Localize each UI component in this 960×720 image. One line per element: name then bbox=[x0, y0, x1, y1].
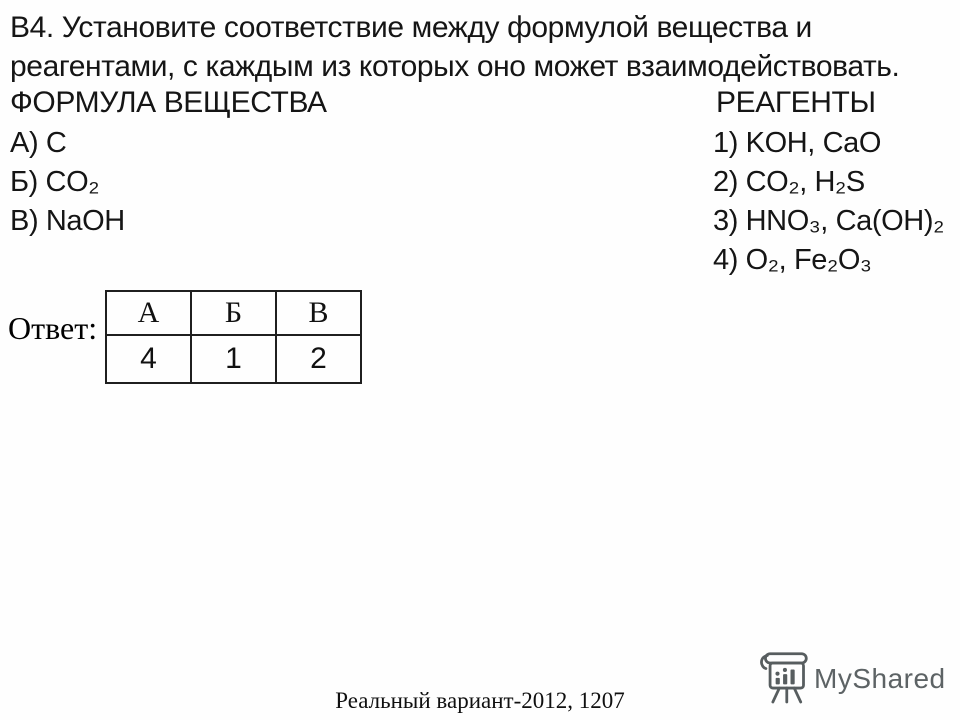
reagent-item-3: 3) HNO₃, Ca(OH)₂ bbox=[713, 205, 944, 237]
myshared-watermark bbox=[758, 648, 946, 709]
reagents-list bbox=[713, 124, 944, 280]
question-text bbox=[10, 8, 955, 86]
answer-label: Ответ: bbox=[8, 310, 98, 346]
column-header-reagents: РЕАГЕНТЫ bbox=[716, 86, 876, 119]
substance-item-a: А) C bbox=[10, 127, 67, 159]
answer-table bbox=[105, 290, 362, 384]
answer-value-cell-v: 2 bbox=[276, 335, 361, 383]
answer-header-cell-a: А bbox=[106, 291, 191, 335]
answer-table-header-row bbox=[106, 291, 361, 335]
question-line-1: В4. Установите соответствие между формулой вещества и bbox=[10, 11, 812, 44]
reagent-item-1: 1) KOH, CaO bbox=[713, 127, 882, 159]
answer-table-value-row bbox=[106, 335, 361, 383]
reagent-item-2: 2) CO₂, H₂S bbox=[713, 166, 865, 198]
answer-header-cell-b: Б bbox=[191, 291, 276, 335]
reagent-item-4: 4) O₂, Fe₂O₃ bbox=[713, 244, 872, 276]
footer-caption: Реальный вариант-2012, 1207 bbox=[335, 688, 625, 713]
substance-item-v: В) NaOH bbox=[10, 205, 125, 237]
answer-header-cell-v: В bbox=[276, 291, 361, 335]
flipchart-bar-chart-icon bbox=[758, 648, 810, 709]
myshared-logo-text: MyShared bbox=[814, 662, 946, 694]
answer-value-cell-a: 4 bbox=[106, 335, 191, 383]
substance-item-b: Б) CO₂ bbox=[10, 166, 100, 198]
substances-list bbox=[10, 124, 125, 241]
answer-value-cell-b: 1 bbox=[191, 335, 276, 383]
column-header-substances: ФОРМУЛА ВЕЩЕСТВА bbox=[10, 86, 327, 119]
question-line-2: реагентами, с каждым из которых оно может взаимодействовать. bbox=[10, 50, 900, 83]
